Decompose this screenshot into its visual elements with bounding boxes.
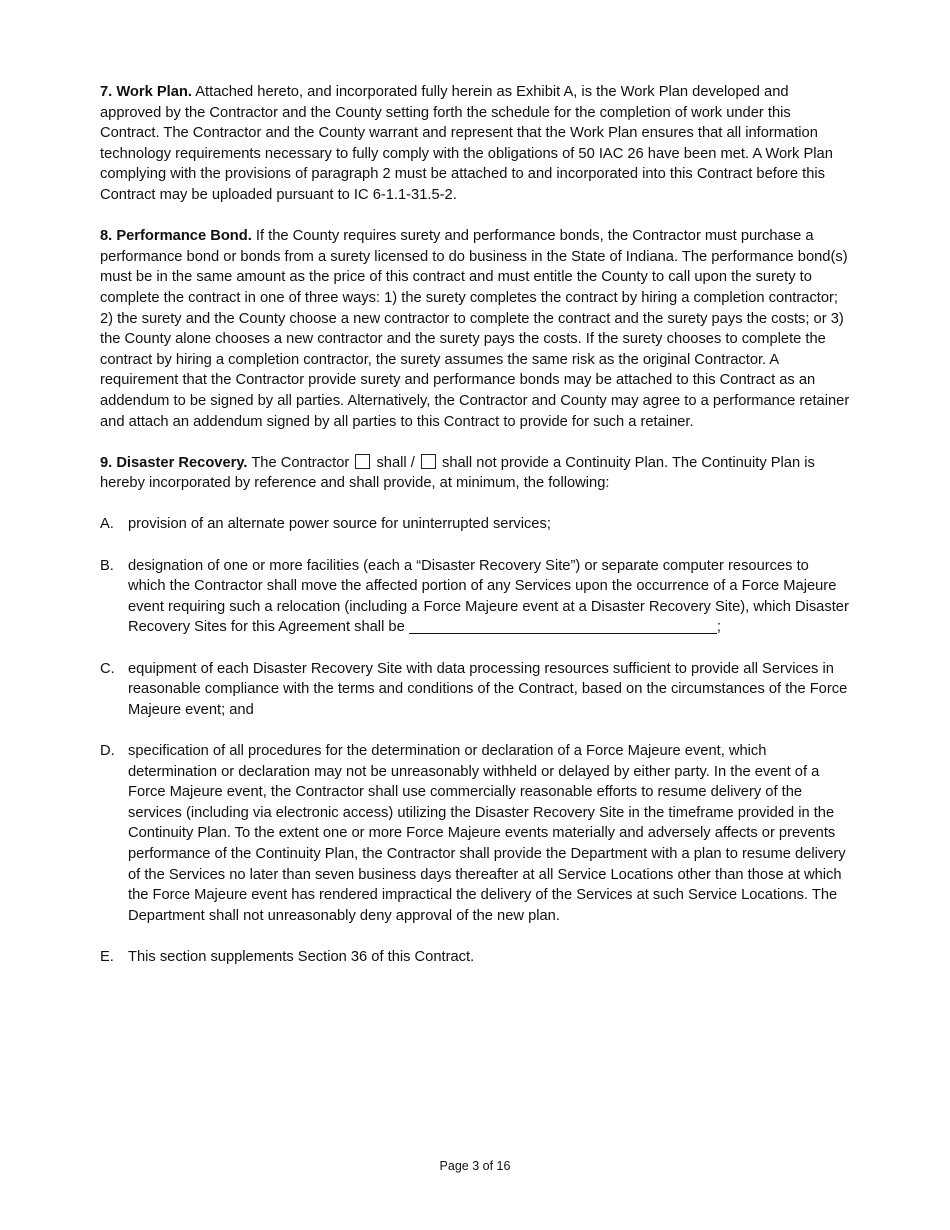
document-body: [100, 82, 850, 988]
list-item-b: [100, 556, 850, 638]
list-letter: A.: [100, 516, 114, 533]
list-item-a: [100, 514, 850, 535]
section-text-work-plan: Attached hereto, and incorporated fully herein as Exhibit A, is the Work Plan developed and approved by the Contractor and the County setting forth the schedule for the completion of work under this Contract. The Contractor and the County warrant and represent that the Work Plan ensures that all information technology requirements necessary to fully comply with the obligations of 50 IAC 26 have been met. A Work Plan complying with the provisions of paragraph 2 must be attached to and incorporated into this Contract before this Contract may be uploaded pursuant to IC 6-1.1-31.5-2.: [100, 84, 833, 203]
list-letter: D.: [100, 743, 115, 759]
section-heading-work-plan: 7. Work Plan.: [100, 84, 192, 100]
list-item-d: [100, 741, 850, 926]
disaster-recovery-sites-blank[interactable]: [409, 619, 717, 634]
list-letter: B.: [100, 557, 114, 574]
list-item-text: equipment of each Disaster Recovery Site with data processing resources sufficient to provide all Services in reasonable compliance with the terms and conditions of the Contract, based on the circumstances of the Force Majeure event; and: [128, 660, 848, 718]
list-item-text: [128, 556, 850, 638]
list-item-e: [100, 947, 850, 968]
list-letter: C.: [100, 660, 115, 677]
disaster-recovery-intro: The Contractor: [247, 454, 354, 471]
section-heading-performance-bond: 8. Performance Bond.: [100, 228, 252, 245]
section-performance-bond: [100, 226, 850, 432]
list-item-text: provision of an alternate power source for uninterrupted services;: [128, 516, 551, 533]
shall-not-option-label: shall not provide a Continuity Plan. The Continuity Plan is hereby incorporated by reference and shall provide, at minimum, the following:: [100, 454, 815, 492]
section-heading-disaster-recovery: 9. Disaster Recovery.: [100, 454, 248, 471]
section-disaster-recovery: [100, 453, 850, 494]
shall-not-checkbox[interactable]: [421, 454, 436, 469]
list-item-c: [100, 659, 850, 721]
section-work-plan: [100, 82, 850, 206]
list-item-b-text: designation of one or more facilities (each a “Disaster Recovery Site”) or separate computer resources to which the Contractor shall move the affected portion of any Services upon the occurrence of a Force Majeure event requiring such a relocation (including a Force Majeure event at a Disaster Recovery Site), which Disaster Recovery Sites for this Agreement shall be: [128, 557, 849, 636]
list-item-b-suffix: ;: [716, 619, 721, 636]
section-text-performance-bond: If the County requires surety and performance bonds, the Contractor must purchase a performance bond or bonds from a surety licensed to do business in the State of Indiana. The performance bond(s) must be in the same amount as the price of this contract and must entitle the County to call upon the surety to complete the contract in one of three ways: 1) the surety completes the contract by hiring a completion contractor; 2) the surety and the County choose a new contractor to complete the contract and the surety pays the costs; or 3) the County alone chooses a new contractor and the surety pays the costs. If the surety chooses to complete the contract by hiring a completion contractor, the surety assumes the same risk as the original Contractor. A requirement that the Contractor provide surety and performance bonds may be attached to this Contract as an addendum to be signed by all parties. Alternatively, the Contractor and County may agree to a performance retainer and attach an addendum signed by all parties to this Contract to provide for such a retainer.: [100, 228, 850, 430]
shall-checkbox[interactable]: [355, 454, 370, 469]
page-number: Page 3 of 16: [439, 1159, 511, 1173]
shall-option-label: shall /: [372, 454, 419, 471]
list-item-text: specification of all procedures for the determination or declaration of a Force Majeure event, which determination or declaration may not be unreasonably withheld or delayed by either party. In the event of a Force Majeure event, the Contractor shall use commercially reasonable efforts to resume delivery of the services (including via electronic access) utilizing the Disaster Recovery Site in the timeframe provided in the Continuity Plan. To the extent one or more Force Majeure events materially and adversely affects or prevents performance of the Continuity Plan, the Contractor shall provide the Department with a plan to resume delivery of the Services no later than seven business days thereafter at all Service Locations other than those at which the Force Majeure event has rendered impractical the delivery of the Services at such Service Locations. The Department shall not unreasonably deny approval of the new plan.: [128, 743, 846, 924]
list-letter: E.: [100, 948, 114, 965]
list-item-text: This section supplements Section 36 of this Contract.: [128, 948, 475, 965]
